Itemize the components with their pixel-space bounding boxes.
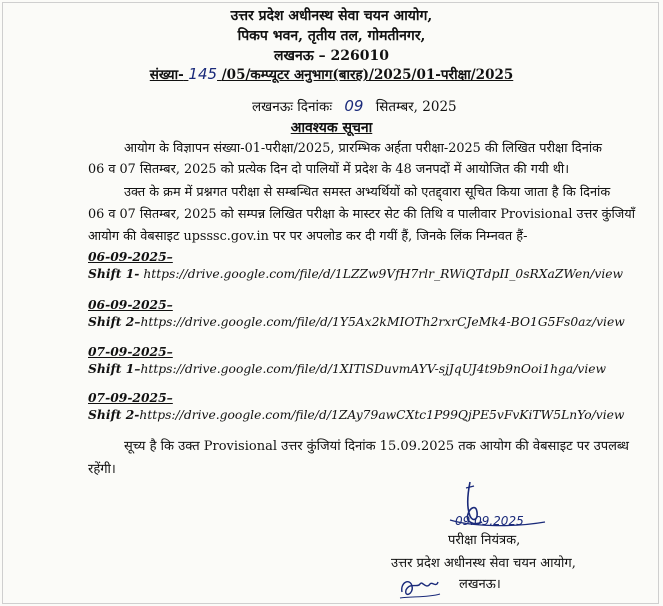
signatory-org: उत्तर प्रदेश अधीनस्थ सेवा चयन आयोग, [391, 556, 576, 571]
drive-link[interactable]: https://drive.google.com/file/d/1Y5Ax2kMIOTh2rxrCJeMk4-BO1G5Fs0az/view [140, 315, 625, 329]
link-date: 07-09-2025– [88, 390, 173, 405]
para1-line1: आयोग के विज्ञापन संख्या-01-परीक्षा/2025, प्रारम्भिक अर्हता परीक्षा-2025 की लिखित परीक्षा दिनांक [124, 141, 602, 156]
signatory-designation: परीक्षा नियंत्रक, [448, 533, 521, 548]
signature-date: 09.09.2025 [455, 514, 524, 528]
closing-line1: सूच्य है कि उक्त Provisional उत्तर कुंजियां दिनांक 15.09.2025 तक आयोग की वेबसाइट पर उपलब्ध [124, 439, 630, 454]
handwritten-reference-number: 145 [188, 65, 218, 83]
reference-prefix: संख्या- [149, 67, 184, 83]
para2-line2: 06 व 07 सितम्बर, 2025 को सम्पन्न लिखित परीक्षा के मास्टर सेट की तिथि व पालीवार Provisional उत्तर कुंजियाँ [88, 207, 636, 222]
para2-line3: आयोग की वेबसाइट upsssc.gov.in पर पर अपलोड कर दी गयीं हैं, जिनके लिंक निम्नवत हैं- [88, 229, 528, 244]
link-item [88, 361, 606, 376]
org-address: पिकप भवन, तृतीय तल, गोमतीनगर, [237, 28, 426, 44]
link-item [88, 314, 625, 329]
shift-label: Shift 1– [88, 361, 141, 376]
drive-link[interactable]: https://drive.google.com/file/d/1ZAy79awCXtc1P99QjPE5vFvKiTW5LnYo/view [139, 408, 625, 422]
org-city: लखनऊ – 226010 [274, 48, 389, 64]
initials-scribble [396, 572, 442, 604]
link-date: 07-09-2025– [88, 344, 173, 359]
shift-label: Shift 2– [88, 314, 141, 329]
handwritten-day: 09 [344, 97, 364, 115]
closing-line2: रहेंगी। [88, 462, 116, 477]
date-prefix: लखनऊः दिनांकः [252, 99, 333, 115]
link-date: 06-09-2025– [88, 249, 173, 264]
drive-link[interactable]: https://drive.google.com/file/d/1XITlSDuvmAYV-sjJqUJ4t9b9nOoi1hga/view [140, 362, 607, 376]
org-name: उत्तर प्रदेश अधीनस्थ सेवा चयन आयोग, [230, 8, 433, 24]
link-item [88, 407, 624, 422]
para2-line1: उक्त के क्रम में प्रश्नगत परीक्षा से सम्बन्धित समस्त अभ्यर्थियों को एतद्द्वारा सूचित किया जाता है कि दिनांक [124, 185, 611, 200]
date-suffix: सितम्बर, 2025 [375, 99, 457, 115]
link-date: 06-09-2025– [88, 297, 173, 312]
reference-suffix: /05/कम्प्यूटर अनुभाग(बारह)/2025/01-परीक्षा/2025 [221, 67, 514, 83]
drive-link[interactable]: https://drive.google.com/file/d/1LZZw9VfH7rlr_RWiQTdpII_0sRXaZWen/view [143, 267, 624, 281]
para1-line2: 06 व 07 सितम्बर, 2025 को प्रत्येक दिन दो पालियों में प्रदेश के 48 जनपदों में आयोजित की गयी थी। [88, 162, 570, 177]
notice-title: आवश्यक सूचना [290, 120, 373, 136]
shift-label: Shift 1- [88, 266, 140, 281]
shift-label: Shift 2- [88, 407, 140, 422]
link-item [88, 266, 623, 281]
signatory-city: लखनऊ। [459, 577, 501, 592]
date-line [252, 97, 457, 115]
reference-number [0, 65, 663, 83]
